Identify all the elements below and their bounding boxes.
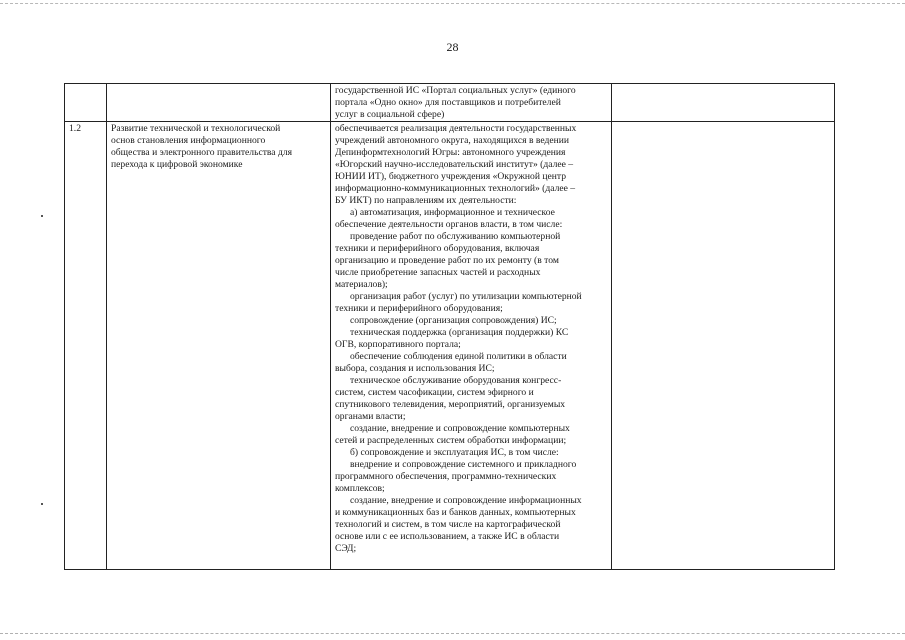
description-line: портала «Одно окно» для поставщиков и потребителей	[335, 97, 561, 108]
description-line: выбора, создания и использования ИС;	[335, 363, 495, 374]
description-line: организация работ (услуг) по утилизации компьютерной	[350, 291, 582, 302]
description-line: Депинформтехнологий Югры: автономного учреждения	[335, 147, 566, 158]
description-line: обеспечение деятельности органов власти, в том числе:	[335, 219, 563, 230]
description-line: услуг в социальной сфере)	[335, 109, 445, 120]
description-line: и коммуникационных баз и банков данных, компьютерных	[335, 507, 576, 518]
activity-name-cell	[107, 122, 331, 570]
description-line: систем, систем часофикации, систем эфирного и	[335, 387, 534, 398]
description-line: ОГВ, корпоративного портала;	[335, 339, 461, 350]
description-line: комплексов;	[335, 483, 385, 494]
description-line: организацию и проведение работ по их ремонту (в том	[335, 255, 559, 266]
row-number-cell	[65, 84, 107, 122]
empty-cell	[612, 84, 835, 122]
scan-speck	[41, 503, 43, 505]
empty-cell	[612, 122, 835, 570]
description-line: техническое обслуживание оборудования конгресс-	[350, 375, 562, 386]
description-line: информационно-коммуникационных технологий» (далее –	[335, 183, 576, 194]
description-line: сопровождение (организация сопровождения) ИС;	[350, 315, 557, 326]
scan-edge-top	[0, 3, 905, 4]
table-row	[65, 84, 835, 122]
description-line: внедрение и сопровождение системного и прикладного	[350, 459, 577, 470]
description-line: учреждений автономного округа, находящихся в ведении	[335, 135, 570, 146]
description-line: программного обеспечения, программно-технических	[335, 471, 557, 482]
description-line: органами власти;	[335, 411, 406, 422]
description-line: основе или с ее использованием, а также ИС в области	[335, 531, 560, 542]
program-table	[64, 83, 835, 570]
description-line: б) сопровождение и эксплуатация ИС, в том числе:	[350, 447, 559, 458]
description-line: государственной ИС «Портал социальных услуг» (единого	[335, 85, 576, 96]
description-line: техники и периферийного оборудования, включая	[335, 243, 540, 254]
table-row	[65, 122, 835, 570]
activity-name-cell	[107, 84, 331, 122]
description-cell	[331, 84, 612, 122]
activity-name-line: перехода к цифровой экономике	[111, 159, 243, 170]
description-line: «Югорский научно-исследовательский институт» (далее –	[335, 159, 574, 170]
scan-edge-bottom	[0, 633, 905, 634]
description-line: БУ ИКТ) по направлениям их деятельности:	[335, 195, 517, 206]
description-line: спутникового телевидения, мероприятий, организуемых	[335, 399, 566, 410]
description-line: обеспечивается реализация деятельности государственных	[335, 123, 577, 134]
page-number: 28	[446, 40, 459, 54]
row-number-cell: 1.2	[65, 122, 107, 570]
description-line: материалов);	[335, 279, 388, 290]
description-line: проведение работ по обслуживанию компьютерной	[350, 231, 561, 242]
description-cell	[331, 122, 612, 570]
description-line: техническая поддержка (организация поддержки) КС	[350, 327, 569, 338]
description-line: технологий и систем, в том числе на картографической	[335, 519, 561, 530]
description-line: а) автоматизация, информационное и техническое	[350, 207, 555, 218]
description-line: обеспечение соблюдения единой политики в области	[350, 351, 567, 362]
description-line: сетей и распределенных систем обработки информации;	[335, 435, 567, 446]
description-line: СЭД;	[335, 543, 357, 554]
description-line: ЮНИИ ИТ), бюджетного учреждения «Окружной центр	[335, 171, 567, 182]
activity-name-line: основ становления информационного	[111, 135, 266, 146]
description-line: числе приобретение запасных частей и расходных	[335, 267, 541, 278]
description-line: техники и периферийного оборудования;	[335, 303, 503, 314]
activity-name-line: Развитие технической и технологической	[111, 123, 281, 134]
scan-speck	[41, 215, 43, 217]
description-line: создание, внедрение и сопровождение компьютерных	[350, 423, 570, 434]
description-line: создание, внедрение и сопровождение информационных	[350, 495, 582, 506]
activity-name-line: общества и электронного правительства для	[111, 147, 293, 158]
